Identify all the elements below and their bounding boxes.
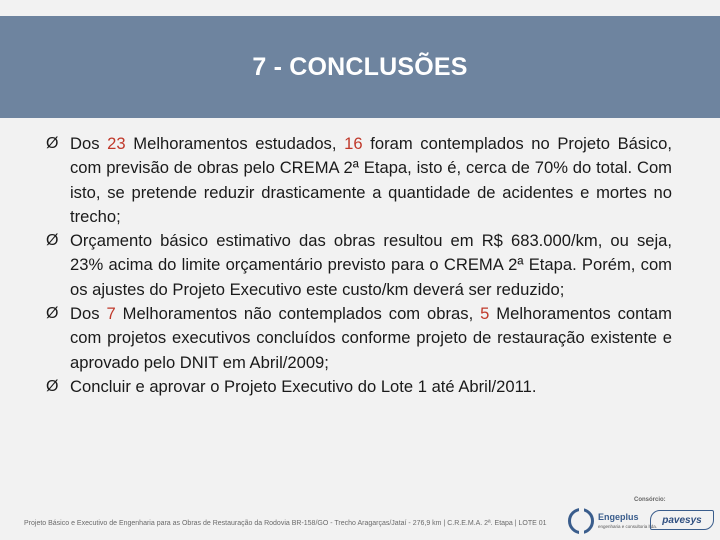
bullet-text: Orçamento básico estimativo das obras resultou em R$ 683.000/km, ou seja, 23% acima do limite orçamentário previsto para o CREMA 2ª Etapa. Porém, com os ajustes do Projeto Executivo este custo/km deverá ser reduzido; [70,231,672,299]
highlight-number: 16 [344,134,363,153]
bullet-item [46,375,672,399]
arrow-bullet-icon: Ø [46,377,59,395]
arrow-bullet-icon: Ø [46,135,59,152]
engeplus-logo [568,506,658,534]
title-bar [0,16,720,118]
bullet-text: Dos 7 Melhoramentos não contemplados com obras, 5 Melhoramentos contam com projetos executivos concluídos conforme projeto de restauração existente e aprovado pelo DNIT em Abril/2009; [70,304,672,372]
bullet-item [46,229,672,302]
bullet-text: Dos 23 Melhoramentos estudados, 16 foram contemplados no Projeto Básico, com previsão de obras pelo CREMA 2ª Etapa, isto é, cerca de 70% do total. Com isto, se pretende reduzir drasticamente a quantidade de acidentes e mortes no trecho; [70,134,672,226]
highlight-number: 7 [106,304,116,324]
highlight-number: 5 [480,304,490,324]
pavesys-logo-name: pavesys [662,514,702,526]
arrow-bullet-icon: Ø [46,305,59,323]
footer-project-text: Projeto Básico e Executivo de Engenharia para as Obras de Restauração da Rodovia BR-158/GO - Trecho Aragarças/Jataí - 276,9 km | C.R.E.M.A. 2ª. Etapa | LOTE 01 [24,520,547,527]
engeplus-logo-name: Engeplus [598,512,639,522]
arrow-bullet-icon: Ø [46,232,59,250]
consortium-label: Consórcio: [634,497,666,503]
engeplus-logo-subtitle: engenharia e consultoria ltda. [598,524,658,529]
engeplus-mark-icon [568,508,594,534]
highlight-number: 23 [107,134,126,153]
bullet-item [46,302,672,375]
bullet-item [46,132,672,229]
bullet-text: Concluir e aprovar o Projeto Executivo do Lote 1 até Abril/2011. [70,376,537,396]
page-title: 7 - CONCLUSÕES [252,52,468,81]
pavesys-logo [650,510,714,530]
bullet-list [46,132,672,399]
